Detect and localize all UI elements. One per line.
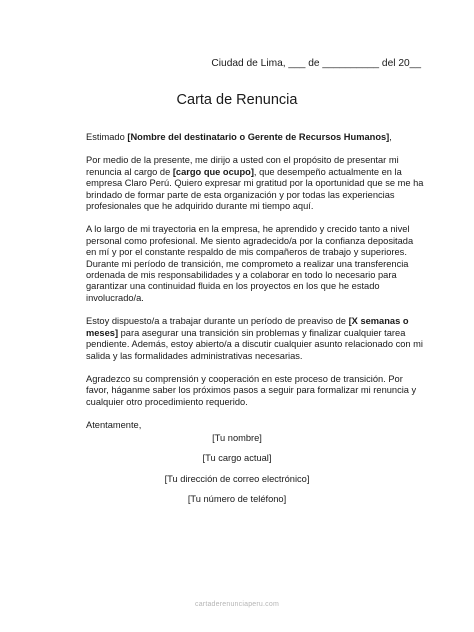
paragraph-2: A lo largo de mi trayectoria en la empresa, he aprendido y crecido tanto a nivel personal como profesional. Me siento agradecido/a por la confianza depositada en mí y por el constante respaldo de mis compañeros de trabajo y superiores. Durante mi período de transición, me comprometo a realizar una transferencia ordenada de mis responsabilidades y a colaborar en todo lo necesario para garantizar una continuidad fluida en los proyectos en los que he estado involucrado/a. [86, 224, 414, 303]
paragraph-4: Agradezco su comprensión y cooperación en este proceso de transición. Por favor, háganme saber los próximos pasos a seguir para formalizar mi renuncia y cualquier otro procedimiento requerido. [86, 373, 417, 407]
paragraph-3 [86, 316, 424, 362]
greeting-prefix: Estimado [86, 132, 128, 142]
signature-email: [Tu dirección de correo electrónico] [164, 474, 310, 484]
footer-watermark: cartaderenunciaperu.com [195, 601, 279, 608]
closing: Atentamente, [86, 420, 142, 431]
position-placeholder: [cargo que ocupo] [172, 166, 254, 177]
recipient-placeholder: [Nombre del destinatario o Gerente de Recursos Humanos] [127, 132, 390, 142]
signature-phone: [Tu número de teléfono] [187, 494, 287, 504]
paragraph-1-part-1: Por medio de la presente, me dirijo a usted con el propósito de presentar mi renuncia al cargo de [86, 155, 399, 177]
signature-position: [Tu cargo actual] [202, 453, 272, 463]
greeting [86, 132, 424, 143]
signature-name: [Tu nombre] [212, 433, 262, 443]
notice-period-placeholder: [X semanas o meses] [86, 316, 409, 338]
paragraph-1 [86, 155, 424, 212]
greeting-suffix: , [389, 132, 392, 142]
letter-body [86, 132, 424, 432]
paragraph-3-part-2: para asegurar una transición sin problemas y finalizar cualquier tarea pendiente. Además, estoy abierto/a a discutir cualquier asunto relacionado con mi salida y las formalidades administrativas necesarias. [86, 327, 423, 361]
paragraph-3-part-1: Estoy dispuesto/a a trabajar durante un período de preaviso de [86, 316, 349, 327]
paragraph-1-part-2: , que desempeño actualmente en la empresa Claro Perú. Quiero expresar mi gratitud por la oportunidad que se me ha brindado de formar parte de esta organización y por todas las experiencias profesionales que he adquirido durante mi tiempo aquí. [86, 166, 424, 212]
letter-title: Carta de Renuncia [176, 92, 298, 108]
date-line: Ciudad de Lima, ___ de __________ del 20__ [211, 58, 421, 69]
